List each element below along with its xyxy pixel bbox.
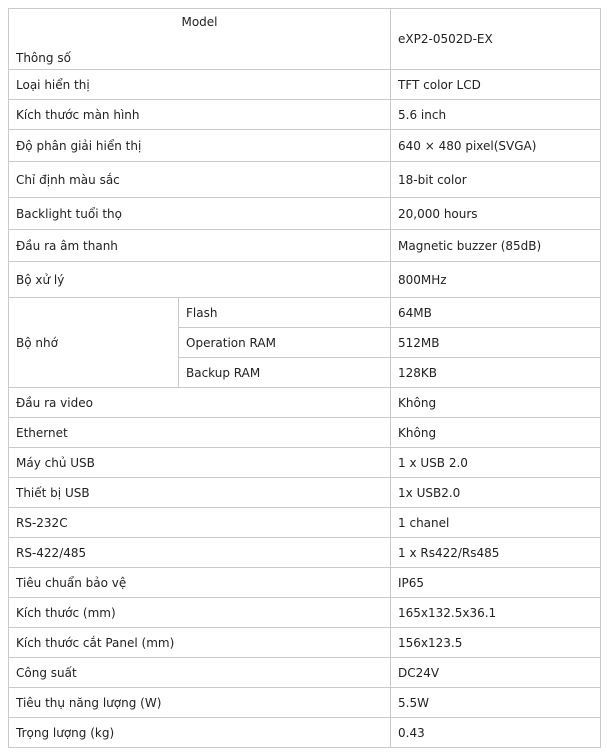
memory-row: [9, 298, 601, 328]
table-row: [9, 718, 601, 748]
row-value: 640 × 480 pixel(SVGA): [391, 130, 601, 162]
row-label: Kích thước màn hình: [9, 100, 391, 130]
model-value: eXP2-0502D-EX: [391, 9, 601, 70]
table-row: [9, 688, 601, 718]
row-label: Trọng lượng (kg): [9, 718, 391, 748]
row-label: Thiết bị USB: [9, 478, 391, 508]
row-label: Đầu ra video: [9, 388, 391, 418]
row-label: Công suất: [9, 658, 391, 688]
row-value: 1 x Rs422/Rs485: [391, 538, 601, 568]
model-heading: Model: [181, 15, 218, 29]
table-row: [9, 262, 601, 298]
table-row: [9, 478, 601, 508]
memory-item-value: 128KB: [391, 358, 601, 388]
row-value: 18-bit color: [391, 162, 601, 198]
row-value: 800MHz: [391, 262, 601, 298]
row-value: 1x USB2.0: [391, 478, 601, 508]
row-label: Bộ xử lý: [9, 262, 391, 298]
row-value: 1 x USB 2.0: [391, 448, 601, 478]
table-row: [9, 130, 601, 162]
row-label: Tiêu chuẩn bảo vệ: [9, 568, 391, 598]
spec-heading: Thông số: [16, 51, 71, 65]
spec-table: [8, 8, 601, 748]
row-value: 20,000 hours: [391, 198, 601, 230]
memory-group-label: Bộ nhớ: [9, 298, 179, 388]
memory-item-label: Operation RAM: [179, 328, 391, 358]
row-label: Tiêu thụ năng lượng (W): [9, 688, 391, 718]
row-label: Chỉ định màu sắc: [9, 162, 391, 198]
row-value: 5.6 inch: [391, 100, 601, 130]
row-value: IP65: [391, 568, 601, 598]
row-label: Độ phân giải hiển thị: [9, 130, 391, 162]
table-row: [9, 568, 601, 598]
table-row: [9, 538, 601, 568]
table-row: [9, 598, 601, 628]
row-value: 5.5W: [391, 688, 601, 718]
table-row: [9, 388, 601, 418]
table-row: [9, 100, 601, 130]
table-row: [9, 230, 601, 262]
row-value: 156x123.5: [391, 628, 601, 658]
table-row: [9, 162, 601, 198]
memory-item-label: Backup RAM: [179, 358, 391, 388]
row-label: Loại hiển thị: [9, 70, 391, 100]
row-value: Magnetic buzzer (85dB): [391, 230, 601, 262]
table-row: [9, 198, 601, 230]
row-value: 165x132.5x36.1: [391, 598, 601, 628]
header-label-cell: [9, 9, 391, 70]
table-row: [9, 418, 601, 448]
row-label: Kích thước cắt Panel (mm): [9, 628, 391, 658]
row-label: Ethernet: [9, 418, 391, 448]
row-label: Đầu ra âm thanh: [9, 230, 391, 262]
row-value: 0.43: [391, 718, 601, 748]
row-value: 1 chanel: [391, 508, 601, 538]
row-label: Máy chủ USB: [9, 448, 391, 478]
row-label: Backlight tuổi thọ: [9, 198, 391, 230]
row-value: DC24V: [391, 658, 601, 688]
memory-item-value: 512MB: [391, 328, 601, 358]
table-row: [9, 658, 601, 688]
table-row: [9, 70, 601, 100]
row-label: Kích thước (mm): [9, 598, 391, 628]
row-label: RS-422/485: [9, 538, 391, 568]
table-row: [9, 448, 601, 478]
row-value: Không: [391, 388, 601, 418]
table-row: [9, 628, 601, 658]
memory-item-label: Flash: [179, 298, 391, 328]
spec-table-container: [8, 8, 600, 748]
table-row: [9, 508, 601, 538]
header-row: [9, 9, 601, 70]
row-value: TFT color LCD: [391, 70, 601, 100]
row-label: RS-232C: [9, 508, 391, 538]
row-value: Không: [391, 418, 601, 448]
memory-item-value: 64MB: [391, 298, 601, 328]
